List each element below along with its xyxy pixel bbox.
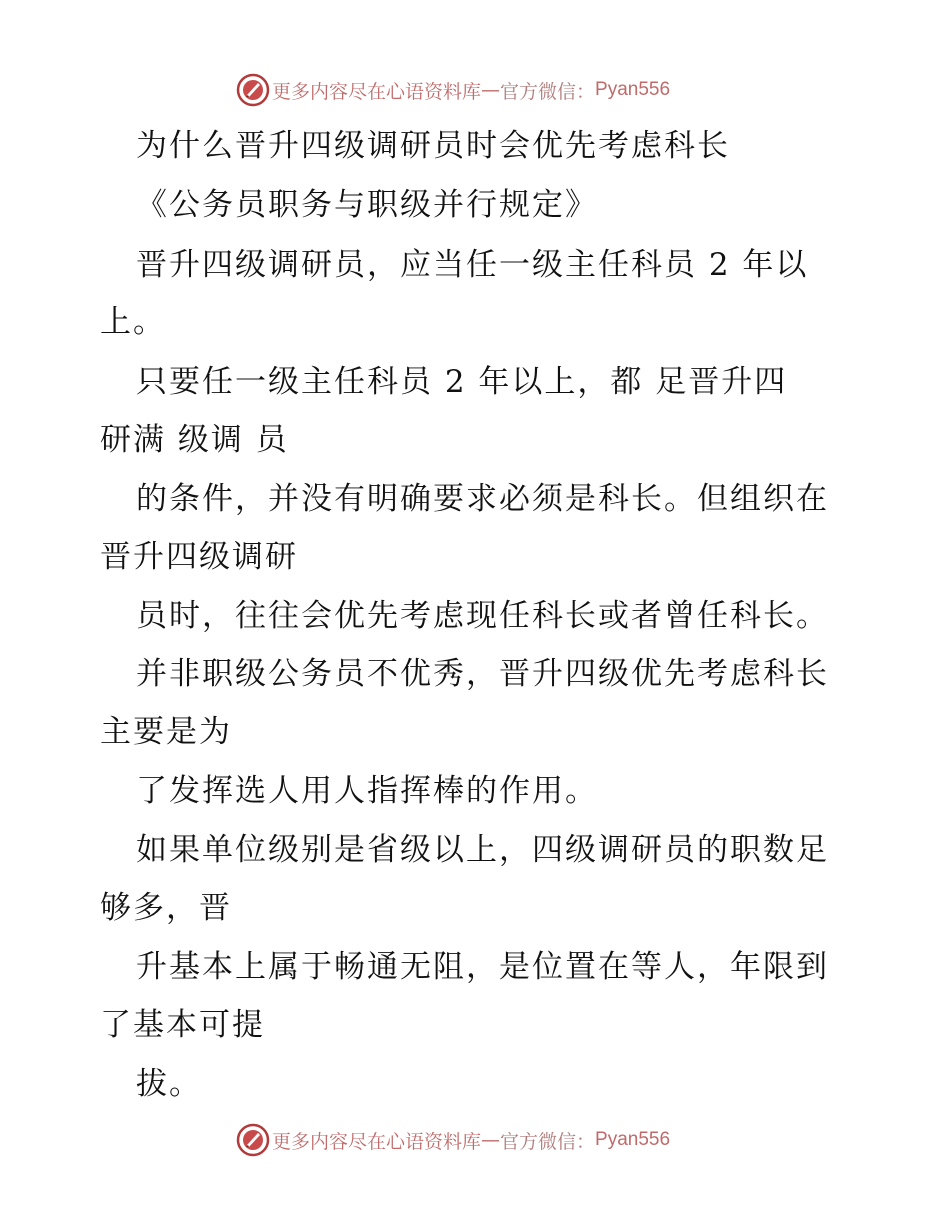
header-banner [236, 72, 670, 108]
text-line: 晋升四级调研 [100, 539, 298, 575]
text-line: 只要任一级主任科员 2 年以上，都 足晋升四 [136, 364, 788, 400]
text-line: 主要是为 [100, 714, 232, 750]
red-seal-logo-icon [236, 1123, 270, 1157]
banner-wechat-id: Pyan556 [595, 79, 671, 100]
banner-wechat-label: 官方微信： [500, 80, 596, 103]
text-line: 拔。 [136, 1066, 202, 1102]
banner-site-text: 更多内容尽在心语资料库 [272, 80, 482, 103]
banner-site-text: 更多内容尽在心语资料库 [272, 1130, 482, 1153]
text-line: 了发挥选人用人指挥棒的作用。 [136, 773, 598, 809]
text-line: 如果单位级别是省级以上，四级调研员的职数足 [136, 832, 829, 868]
text-line: 《公务员职务与职级并行规定》 [136, 187, 598, 223]
text-line: 研满 级调 员 [100, 422, 289, 458]
text-line: 并非职级公务员不优秀，晋升四级优先考虑科长 [136, 656, 829, 692]
text-line: 上。 [100, 304, 166, 340]
text-line: 了基本可提 [100, 1007, 265, 1043]
text-line: 升基本上属于畅通无阻，是位置在等人，年限到 [136, 949, 829, 985]
document-title: 为什么晋升四级调研员时会优先考虑科长 [136, 128, 730, 164]
text-line: 晋升四级调研员，应当任一级主任科员 2 年以 [136, 247, 809, 283]
red-seal-logo-icon [236, 73, 270, 107]
footer-banner [236, 1122, 670, 1158]
text-line: 够多，晋 [100, 890, 232, 926]
text-line: 员时，往往会优先考虑现任科长或者曾任科长。 [136, 598, 829, 634]
text-line: 的条件，并没有明确要求必须是科长。但组织在 [136, 481, 829, 517]
banner-wechat-id: Pyan556 [595, 1129, 671, 1150]
banner-separator: — [481, 79, 501, 101]
banner-wechat-label: 官方微信： [500, 1130, 596, 1153]
banner-separator: — [481, 1129, 501, 1151]
